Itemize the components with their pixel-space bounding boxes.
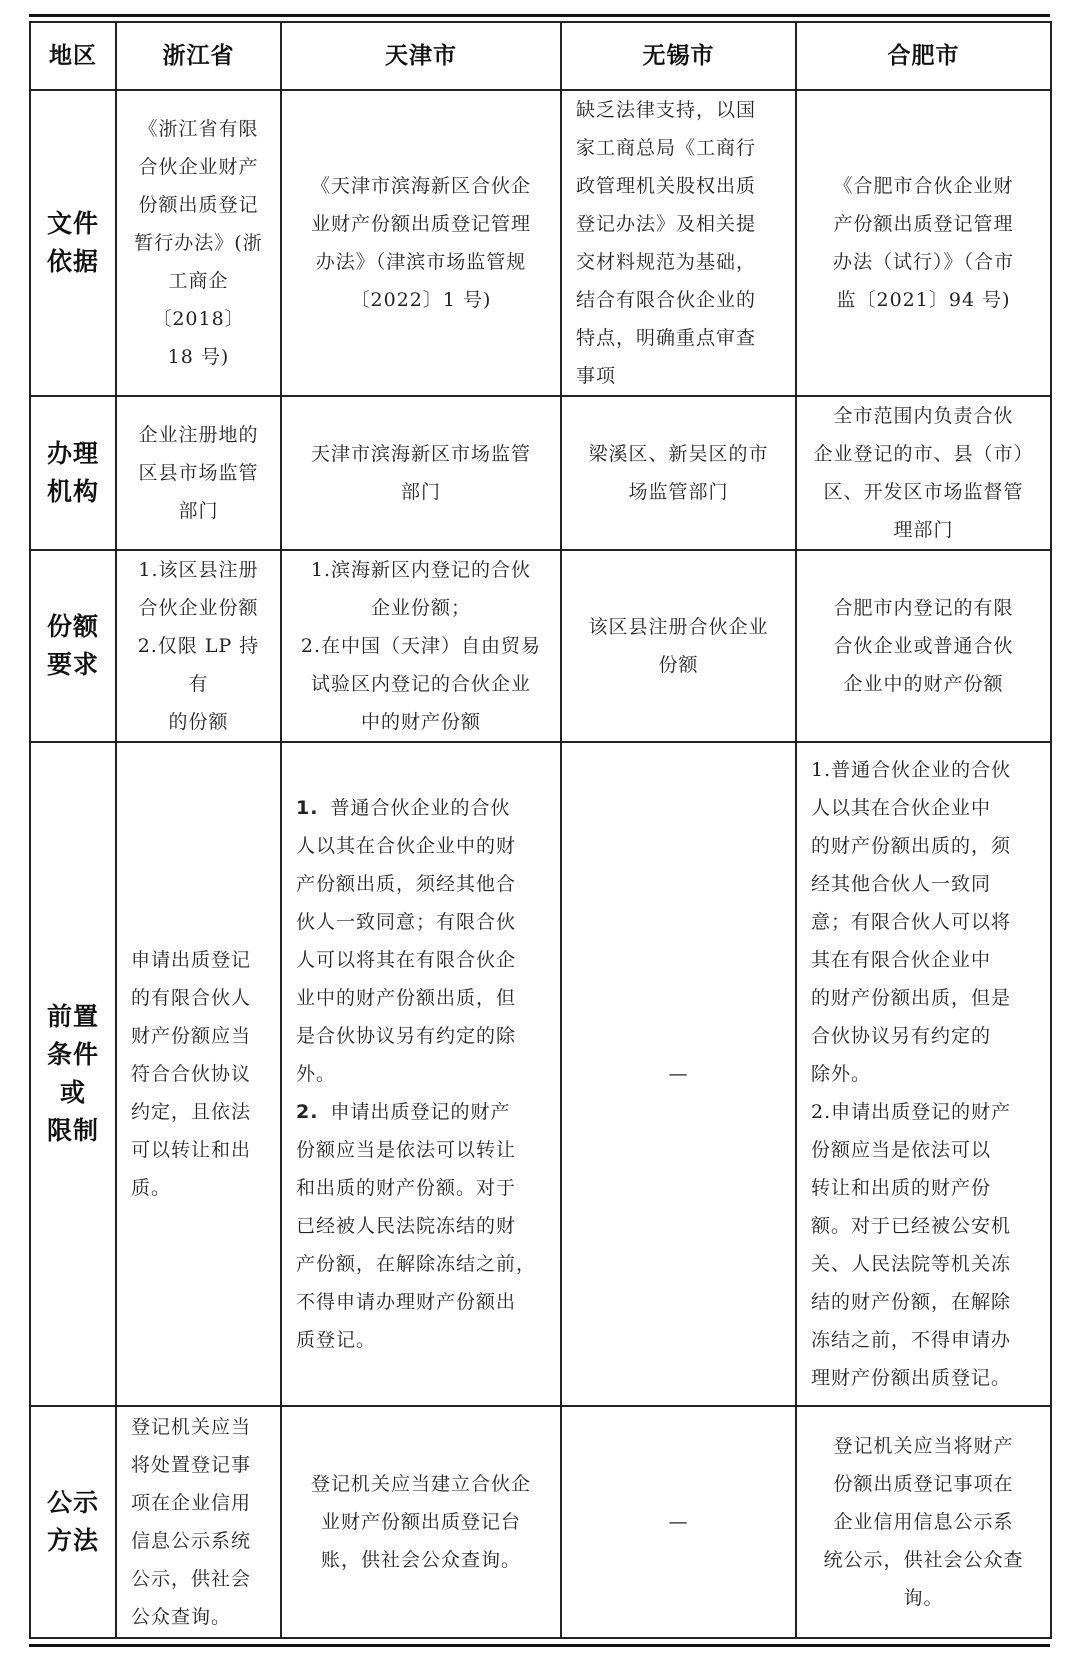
top-rule	[29, 14, 1050, 17]
cell-wuxi: —	[561, 1406, 796, 1638]
header-zhejiang: 浙江省	[116, 22, 281, 90]
tianjin-conditions-list	[296, 789, 546, 1359]
cell-zhejiang: 申请出质登记 的有限合伙人 财产份额应当 符合合伙协议 约定，且依法 可以转让和出 质。	[116, 742, 281, 1406]
table-row	[30, 90, 1051, 396]
cell-hefei: 《合肥市合伙企业财 产份额出质登记管理 办法（试行）》（合市 监〔2021〕94 号)	[796, 90, 1051, 396]
table-row	[30, 1406, 1051, 1638]
cell-tianjin	[281, 742, 561, 1406]
list-item	[296, 789, 546, 1093]
cell-tianjin: 登记机关应当建立合伙企 业财产份额出质登记台 账，供社会公众查询。	[281, 1406, 561, 1638]
cell-zhejiang: 登记机关应当 将处置登记事 项在企业信用 信息公示系统 公示，供社会 公众查询。	[116, 1406, 281, 1638]
header-region: 地区	[30, 22, 116, 90]
list-item-number: 2.	[296, 1101, 319, 1123]
header-row	[30, 22, 1051, 90]
table-row	[30, 550, 1051, 742]
cell-hefei: 登记机关应当将财产 份额出质登记事项在 企业信用信息公示系 统公示，供社会公众查 询。	[796, 1406, 1051, 1638]
cell-wuxi: 梁溪区、新吴区的市 场监管部门	[561, 396, 796, 550]
bottom-rule	[29, 1644, 1050, 1647]
cell-tianjin: 天津市滨海新区市场监管 部门	[281, 396, 561, 550]
cell-zhejiang: 1.该区县注册 合伙企业份额 2.仅限 LP 持有 的份额	[116, 550, 281, 742]
row-label: 份额 要求	[30, 550, 116, 742]
cell-zhejiang: 《浙江省有限 合伙企业财产 份额出质登记 暂行办法》(浙 工商企〔2018〕 18 号)	[116, 90, 281, 396]
comparison-table	[29, 21, 1052, 1639]
table-row	[30, 742, 1051, 1406]
row-label: 公示 方法	[30, 1406, 116, 1638]
header-tianjin: 天津市	[281, 22, 561, 90]
list-item-number: 1.	[296, 797, 319, 819]
cell-wuxi: —	[561, 742, 796, 1406]
list-item-text: 普通合伙企业的合伙 人以其在合伙企业中的财 产份额出质，须经其他合 伙人一致同意；有限合伙 人可以将其在有限合伙企 业中的财产份额出质，但 是合伙协议另有约定的除 外。	[296, 797, 517, 1085]
table-row	[30, 396, 1051, 550]
cell-wuxi: 缺乏法律支持，以国 家工商总局《工商行 政管理机关股权出质 登记办法》及相关提 交材料规范为基础， 结合有限合伙企业的 特点，明确重点审查 事项	[561, 90, 796, 396]
cell-zhejiang: 企业注册地的 区县市场监管 部门	[116, 396, 281, 550]
row-label: 前置 条件 或 限制	[30, 742, 116, 1406]
list-item	[296, 1093, 546, 1359]
row-label: 文件 依据	[30, 90, 116, 396]
list-item-text: 申请出质登记的财产 份额应当是依法可以转让 和出质的财产份额。对于 已经被人民法院冻结的财 产份额，在解除冻结之前， 不得申请办理财产份额出 质登记。	[296, 1101, 537, 1351]
cell-hefei: 全市范围内负责合伙 企业登记的市、县（市） 区、开发区市场监督管 理部门	[796, 396, 1051, 550]
cell-hefei: 合肥市内登记的有限 合伙企业或普通合伙 企业中的财产份额	[796, 550, 1051, 742]
cell-tianjin: 1.滨海新区内登记的合伙 企业份额； 2.在中国（天津）自由贸易 试验区内登记的合伙企业 中的财产份额	[281, 550, 561, 742]
row-label: 办理 机构	[30, 396, 116, 550]
cell-tianjin: 《天津市滨海新区合伙企 业财产份额出质登记管理 办法》（津滨市场监管规 〔2022〕1 号)	[281, 90, 561, 396]
header-hefei: 合肥市	[796, 22, 1051, 90]
cell-wuxi: 该区县注册合伙企业 份额	[561, 550, 796, 742]
comparison-table-frame	[29, 14, 1050, 1647]
header-wuxi: 无锡市	[561, 22, 796, 90]
cell-hefei: 1.普通合伙企业的合伙 人以其在合伙企业中 的财产份额出质的，须 经其他合伙人一致同 意；有限合伙人可以将 其在有限合伙企业中 的财产份额出质，但是 合伙协议另有约定的 除外。 2.申请出质登记的财产 份额应当是依法可以 转让和出质的财产份 额。对于已经被公安机 关、人民法院等机关冻 结的财产份额，在解除 冻结之前，不得申请办 理财产份额出质登记。	[796, 742, 1051, 1406]
